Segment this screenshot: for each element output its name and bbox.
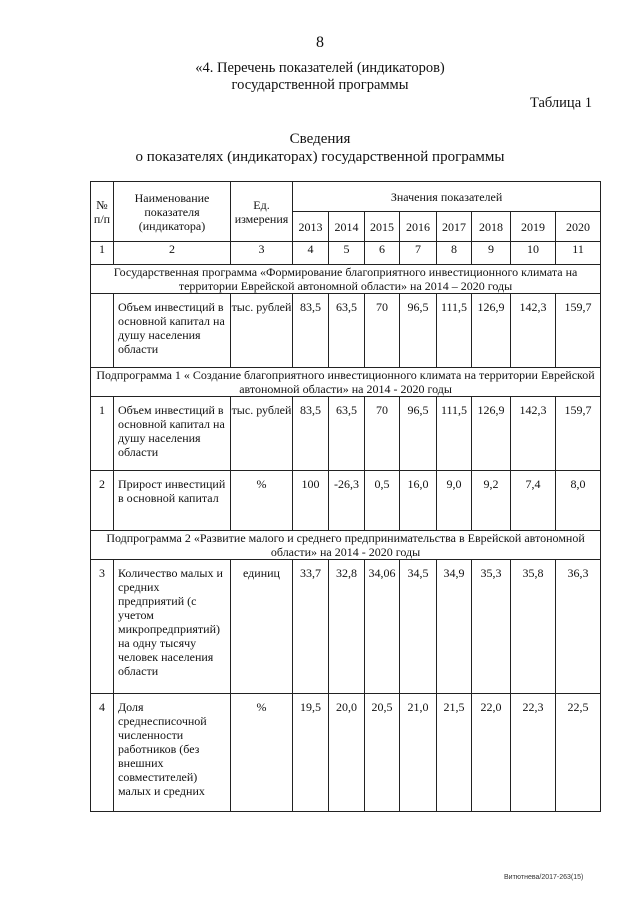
row-number: 3 xyxy=(91,560,114,694)
indicator-name: Прирост инвестиций в основной капитал xyxy=(114,471,231,531)
table-label: Таблица 1 xyxy=(529,95,592,111)
header-unit: Ед. измерения xyxy=(231,182,293,242)
indicator-value: 126,9 xyxy=(472,294,511,368)
row-number xyxy=(91,294,114,368)
table-row xyxy=(91,560,601,694)
row-number: 2 xyxy=(91,471,114,531)
indicator-value: 63,5 xyxy=(329,294,365,368)
indicator-value: 83,5 xyxy=(293,294,329,368)
indicator-value: 35,8 xyxy=(511,560,556,694)
info-title-line-2: о показателях (индикаторах) государственной программы xyxy=(135,149,505,165)
table-row xyxy=(91,397,601,471)
indicator-value: 34,5 xyxy=(400,560,437,694)
column-number: 11 xyxy=(556,242,601,265)
indicator-value: 9,0 xyxy=(437,471,472,531)
indicator-unit: тыс. рублей xyxy=(231,397,293,471)
indicator-value: 142,3 xyxy=(511,294,556,368)
table-row xyxy=(91,471,601,531)
indicator-value: 111,5 xyxy=(437,397,472,471)
column-number: 8 xyxy=(437,242,472,265)
indicator-value: 35,3 xyxy=(472,560,511,694)
indicator-value: 34,06 xyxy=(365,560,400,694)
indicator-unit: единиц xyxy=(231,560,293,694)
indicator-value: 9,2 xyxy=(472,471,511,531)
indicator-value: 20,0 xyxy=(329,694,365,812)
indicator-value: 142,3 xyxy=(511,397,556,471)
indicator-unit: % xyxy=(231,694,293,812)
indicator-value: 7,4 xyxy=(511,471,556,531)
indicator-value: 32,8 xyxy=(329,560,365,694)
indicator-value: 22,3 xyxy=(511,694,556,812)
indicator-value: 16,0 xyxy=(400,471,437,531)
year-header: 2015 xyxy=(365,212,400,242)
header-num: № п/п xyxy=(91,182,114,242)
column-number: 9 xyxy=(472,242,511,265)
column-number-row xyxy=(91,242,601,265)
indicator-unit: % xyxy=(231,471,293,531)
document-heading xyxy=(0,60,640,94)
indicator-value: 96,5 xyxy=(400,397,437,471)
indicator-value: 34,9 xyxy=(437,560,472,694)
indicator-unit: тыс. рублей xyxy=(231,294,293,368)
info-title xyxy=(0,130,640,166)
year-header: 2018 xyxy=(472,212,511,242)
year-header: 2014 xyxy=(329,212,365,242)
year-header: 2020 xyxy=(556,212,601,242)
header-name: Наименование показателя (индикатора) xyxy=(114,182,231,242)
header-values: Значения показателей xyxy=(293,182,601,212)
column-number: 7 xyxy=(400,242,437,265)
indicator-value: 83,5 xyxy=(293,397,329,471)
year-header: 2016 xyxy=(400,212,437,242)
footer-reference: Витютнева/2017-263(15) xyxy=(504,874,584,881)
heading-line-1: «4. Перечень показателей (индикаторов) xyxy=(195,60,445,76)
row-number: 4 xyxy=(91,694,114,812)
section-title: Государственная программа «Формирование благоприятного инвестиционного климата на территории Еврейской автономной области» на 2014 – 2020 годы xyxy=(91,265,601,294)
indicator-value: -26,3 xyxy=(329,471,365,531)
indicator-value: 22,5 xyxy=(556,694,601,812)
year-header: 2013 xyxy=(293,212,329,242)
indicator-value: 8,0 xyxy=(556,471,601,531)
section-title: Подпрограмма 2 «Развитие малого и среднего предпринимательства в Еврейской автономной области» на 2014 - 2020 годы xyxy=(91,531,601,560)
indicator-name: Объем инвестиций в основной капитал на душу населения области xyxy=(114,294,231,368)
section-row xyxy=(91,265,601,294)
indicator-name: Доля среднесписочной численности работников (без внешних совместителей) малых и средних xyxy=(114,694,231,812)
indicator-value: 20,5 xyxy=(365,694,400,812)
indicator-value: 96,5 xyxy=(400,294,437,368)
indicator-value: 36,3 xyxy=(556,560,601,694)
indicator-value: 21,0 xyxy=(400,694,437,812)
indicator-name: Количество малых и средних предприятий (с учетом микропредприятий) на одну тысячу человек населения области xyxy=(114,560,231,694)
table-row xyxy=(91,294,601,368)
indicator-value: 63,5 xyxy=(329,397,365,471)
indicator-name: Объем инвестиций в основной капитал на душу населения области xyxy=(114,397,231,471)
indicator-value: 33,7 xyxy=(293,560,329,694)
indicators-table xyxy=(90,181,601,812)
column-number: 2 xyxy=(114,242,231,265)
section-row xyxy=(91,368,601,397)
indicator-value: 100 xyxy=(293,471,329,531)
indicator-value: 70 xyxy=(365,397,400,471)
column-number: 6 xyxy=(365,242,400,265)
indicator-value: 159,7 xyxy=(556,397,601,471)
page-number: 8 xyxy=(316,34,324,51)
indicator-value: 21,5 xyxy=(437,694,472,812)
indicator-value: 126,9 xyxy=(472,397,511,471)
column-number: 5 xyxy=(329,242,365,265)
section-row xyxy=(91,531,601,560)
indicator-value: 19,5 xyxy=(293,694,329,812)
indicator-value: 111,5 xyxy=(437,294,472,368)
year-header: 2017 xyxy=(437,212,472,242)
indicator-value: 22,0 xyxy=(472,694,511,812)
indicator-value: 70 xyxy=(365,294,400,368)
row-number: 1 xyxy=(91,397,114,471)
indicator-value: 159,7 xyxy=(556,294,601,368)
column-number: 1 xyxy=(91,242,114,265)
column-number: 3 xyxy=(231,242,293,265)
indicator-value: 0,5 xyxy=(365,471,400,531)
table-row xyxy=(91,694,601,812)
column-number: 10 xyxy=(511,242,556,265)
info-title-line-1: Сведения xyxy=(289,131,351,147)
heading-line-2: государственной программы xyxy=(231,77,409,93)
column-number: 4 xyxy=(293,242,329,265)
section-title: Подпрограмма 1 « Создание благоприятного инвестиционного климата на территории Еврейской автономной области» на 2014 - 2020 годы xyxy=(91,368,601,397)
year-header: 2019 xyxy=(511,212,556,242)
